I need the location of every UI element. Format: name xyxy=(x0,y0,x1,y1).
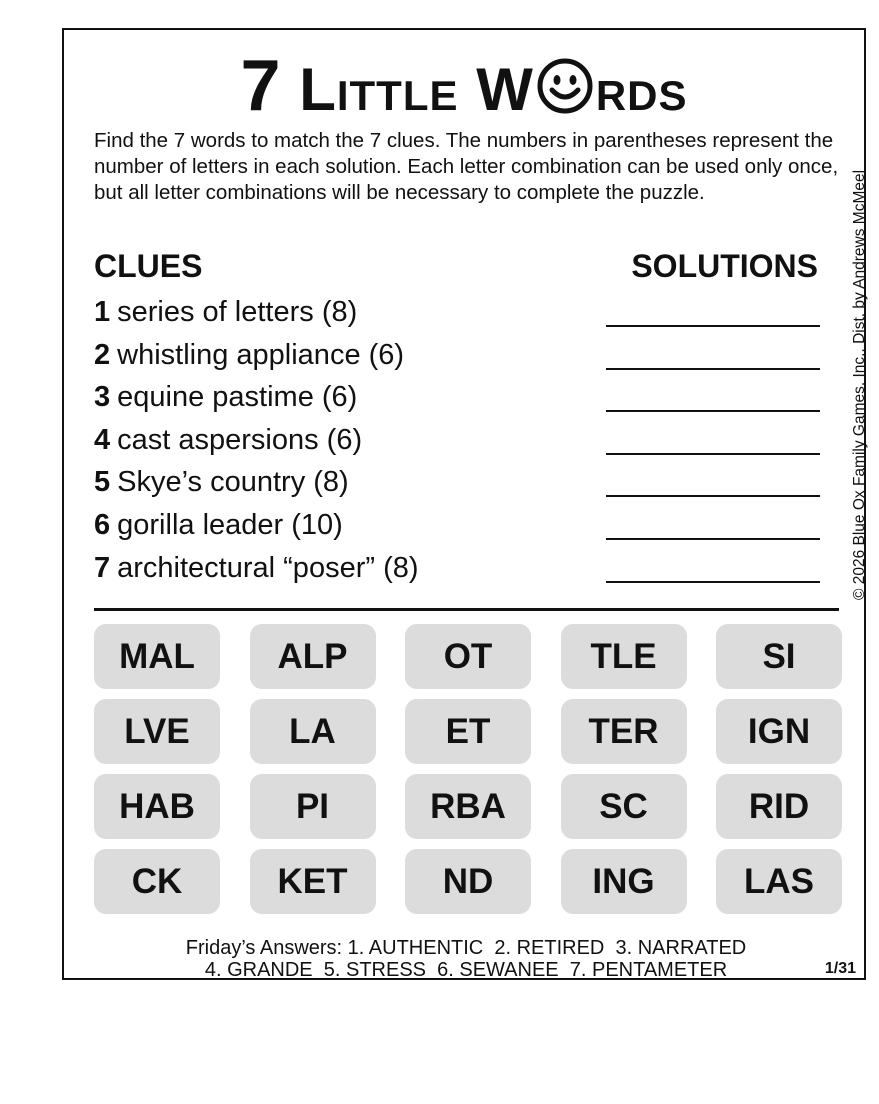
letter-tile[interactable]: SI xyxy=(716,624,842,689)
clue-text: Skye’s country (8) xyxy=(117,466,349,499)
solution-blank[interactable] xyxy=(606,495,820,497)
clue-row xyxy=(94,462,824,505)
title-word-w: W xyxy=(476,56,534,123)
letter-tile[interactable]: LA xyxy=(250,699,376,764)
letter-tile[interactable]: IGN xyxy=(716,699,842,764)
clue-number: 5 xyxy=(94,466,111,499)
clue-row xyxy=(94,548,824,591)
letter-tile[interactable]: RID xyxy=(716,774,842,839)
clue-number: 4 xyxy=(94,423,111,456)
solution-blank[interactable] xyxy=(606,581,820,583)
clue-text: whistling appliance (6) xyxy=(117,338,405,371)
solution-blank[interactable] xyxy=(606,410,820,412)
letter-tile[interactable]: TER xyxy=(561,699,687,764)
clue-number: 7 xyxy=(94,551,111,584)
letter-tile[interactable]: OT xyxy=(405,624,531,689)
letter-tile[interactable]: HAB xyxy=(94,774,220,839)
previous-answers-line-1: Friday’s Answers: 1. AUTHENTIC 2. RETIRED 3. NARRATED xyxy=(185,937,747,959)
solution-blank[interactable] xyxy=(606,325,820,327)
title-word-little: Little xyxy=(299,56,459,123)
solutions-header: SOLUTIONS xyxy=(631,248,818,284)
clue-row xyxy=(94,335,824,378)
letter-tile[interactable]: KET xyxy=(250,849,376,914)
puzzle-title xyxy=(64,46,864,126)
solution-blank[interactable] xyxy=(606,538,820,540)
copyright-notice: © 2026 Blue Ox Family Games, Inc., Dist. by Andrews McMeel xyxy=(851,169,868,600)
letter-tile[interactable]: ET xyxy=(405,699,531,764)
letter-tile[interactable]: RBA xyxy=(405,774,531,839)
letter-tile[interactable]: TLE xyxy=(561,624,687,689)
letter-tile[interactable]: MAL xyxy=(94,624,220,689)
previous-answers xyxy=(64,937,868,981)
clue-text: architectural “poser” (8) xyxy=(117,551,419,584)
letter-tile[interactable]: CK xyxy=(94,849,220,914)
clue-number: 2 xyxy=(94,338,111,371)
clue-number: 3 xyxy=(94,381,111,414)
letter-tile[interactable]: LAS xyxy=(716,849,842,914)
letter-tile[interactable]: ING xyxy=(561,849,687,914)
clue-number: 6 xyxy=(94,508,111,541)
clue-text: cast aspersions (6) xyxy=(117,423,363,456)
clue-text: gorilla leader (10) xyxy=(117,508,343,541)
previous-answers-line-2: 4. GRANDE 5. STRESS 6. SEWANEE 7. PENTAMETER xyxy=(204,959,728,981)
letter-tile[interactable]: LVE xyxy=(94,699,220,764)
solution-blank[interactable] xyxy=(606,453,820,455)
solution-blank[interactable] xyxy=(606,368,820,370)
title-word-rds: rds xyxy=(595,56,688,123)
instructions-text: Find the 7 words to match the 7 clues. The numbers in parentheses represent the number of letters in each solution. Each letter combination can be used only once, but all letter combinations will be necessary to complete the puzzle. xyxy=(94,129,839,204)
smiley-face-icon xyxy=(535,56,595,116)
clue-list xyxy=(94,292,824,590)
clue-row xyxy=(94,292,824,335)
clue-text: series of letters (8) xyxy=(117,296,358,328)
clue-text: equine pastime (6) xyxy=(117,381,358,414)
letter-tile[interactable]: ALP xyxy=(250,624,376,689)
puzzle-panel xyxy=(62,28,866,980)
letter-tile-grid xyxy=(94,624,839,914)
clue-number: 1 xyxy=(94,296,111,328)
clue-row xyxy=(94,420,824,463)
letter-tile[interactable]: PI xyxy=(250,774,376,839)
puzzle-date: 1/31 xyxy=(824,960,856,977)
letter-tile[interactable]: SC xyxy=(561,774,687,839)
title-number: 7 xyxy=(240,46,282,126)
letter-tile[interactable]: ND xyxy=(405,849,531,914)
section-divider xyxy=(94,608,839,611)
clues-header: CLUES xyxy=(94,248,203,284)
clue-row xyxy=(94,505,824,548)
clue-row xyxy=(94,377,824,420)
